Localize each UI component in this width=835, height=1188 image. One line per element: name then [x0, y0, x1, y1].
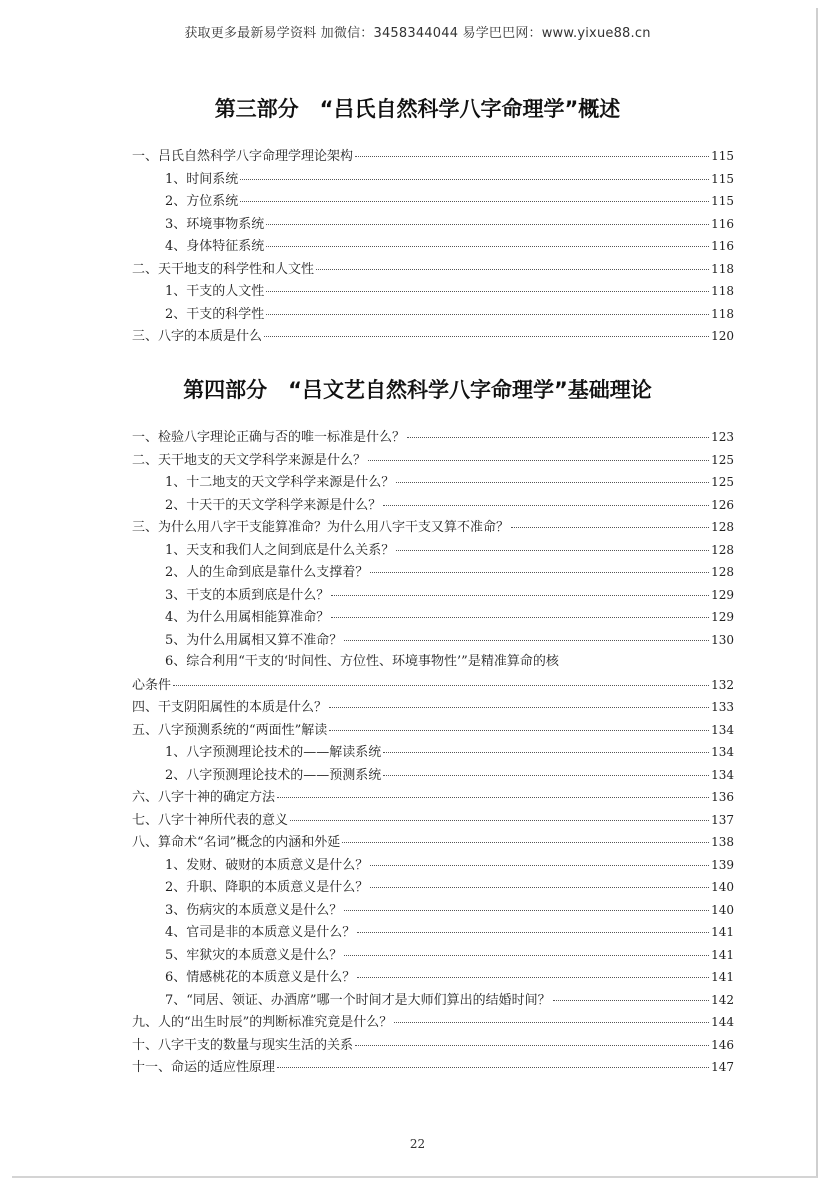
toc-entry-page: 132: [711, 677, 734, 692]
toc-entry-label: 九、人的“出生时辰”的判断标准究竟是什么？: [132, 1015, 393, 1030]
toc-leader-dots: [357, 977, 709, 978]
toc-entry-page: 118: [711, 261, 734, 276]
toc-entry[interactable]: [132, 471, 734, 494]
toc-entry[interactable]: [132, 741, 734, 764]
toc-entry-label: 心条件: [132, 677, 172, 693]
toc-entry-page: 141: [711, 925, 734, 939]
toc-entry-page: 140: [711, 880, 734, 894]
toc-entry[interactable]: [132, 944, 734, 967]
toc-entry-page: 136: [711, 790, 734, 804]
toc-entry-page: 134: [711, 722, 734, 737]
toc-entry-page: 146: [711, 1037, 734, 1052]
toc-entry[interactable]: [132, 426, 734, 449]
toc-entry-label: 7、“同居、领证、办酒席”哪一个时间才是大师们算出的结婚时间？: [165, 992, 551, 1008]
toc-entry[interactable]: [132, 449, 734, 472]
toc-leader-dots: [383, 752, 709, 753]
toc-entry-page: 142: [711, 992, 734, 1007]
toc-entry-label: 4、身体特征系统: [165, 239, 265, 254]
toc-entry-label: 1、十二地支的天文学科学来源是什么？: [165, 475, 395, 490]
toc-entry[interactable]: [132, 168, 734, 191]
header-watermark: 获取更多最新易学资料 加微信：3458344044 易学巴巴网：www.yixue88.cn: [184, 26, 651, 41]
toc-entry-label: 2、八字预测理论技术的——预测系统: [165, 767, 382, 783]
part3-toc: [132, 145, 734, 348]
toc-entry-label: 六、八字十神的确定方法: [132, 790, 276, 805]
toc-entry[interactable]: [132, 809, 734, 832]
toc-leader-dots: [396, 550, 709, 551]
toc-entry-label: 二、天干地支的天文学科学来源是什么？: [132, 452, 367, 468]
toc-entry-page: 147: [711, 1060, 734, 1074]
toc-entry-label: 十一、命运的适应性原理: [132, 1060, 276, 1075]
toc-entry-page: 125: [711, 452, 734, 467]
toc-entry[interactable]: [132, 989, 734, 1012]
toc-entry[interactable]: [132, 764, 734, 787]
toc-entry[interactable]: [132, 145, 734, 168]
toc-entry-label: 四、干支阴阳属性的本质是什么？: [132, 700, 328, 715]
toc-entry-label: 2、干支的科学性: [165, 306, 265, 322]
toc-entry-page: 115: [711, 149, 734, 163]
toc-entry[interactable]: [132, 561, 734, 584]
toc-entry[interactable]: [132, 1034, 734, 1057]
toc-leader-dots: [370, 887, 709, 888]
page-number: 22: [409, 1137, 426, 1151]
toc-entry[interactable]: [132, 1011, 734, 1034]
toc-entry-page: 126: [711, 497, 734, 512]
toc-leader-dots: [368, 460, 709, 461]
toc-leader-dots: [290, 820, 709, 821]
toc-entry-page: 128: [711, 520, 734, 534]
toc-entry-label: 4、官司是非的本质意义是什么？: [165, 925, 356, 940]
toc-leader-dots: [329, 707, 709, 708]
toc-entry-label: 二、天干地支的科学性和人文性: [132, 261, 315, 277]
toc-leader-dots: [344, 640, 709, 641]
toc-entry-label: 3、伤病灾的本质意义是什么？: [165, 902, 343, 918]
toc-leader-dots: [370, 572, 709, 573]
part4-title: 第四部分 “吕文艺自然科学八字命理学”基础理论: [183, 378, 652, 402]
toc-leader-dots: [329, 730, 709, 731]
toc-leader-dots: [342, 842, 709, 843]
toc-entry-page: 130: [711, 632, 734, 647]
toc-entry-page: 134: [711, 745, 734, 759]
toc-entry-label: 五、八字预测系统的“两面性”解读: [132, 722, 328, 738]
toc-entry-page: 118: [711, 306, 734, 321]
toc-leader-dots: [173, 685, 709, 686]
toc-entry-page: 115: [711, 171, 734, 186]
toc-entry[interactable]: [132, 921, 734, 944]
toc-leader-dots: [240, 179, 709, 180]
toc-entry-label: 2、方位系统: [165, 194, 239, 209]
toc-entry-page: 133: [711, 700, 734, 714]
toc-leader-dots: [383, 775, 709, 776]
toc-entry[interactable]: [132, 899, 734, 922]
toc-entry-page: 120: [711, 329, 734, 343]
toc-entry[interactable]: [132, 539, 734, 562]
toc-entry-page: 134: [711, 767, 734, 782]
toc-entry[interactable]: [132, 190, 734, 213]
toc-entry-page: 140: [711, 902, 734, 917]
toc-entry-page: 129: [711, 587, 734, 602]
toc-leader-dots: [277, 797, 709, 798]
toc-leader-dots: [407, 437, 709, 438]
toc-leader-dots: [511, 527, 709, 528]
toc-entry[interactable]: [132, 876, 734, 899]
toc-entry[interactable]: [132, 786, 734, 809]
toc-leader-dots: [394, 1022, 709, 1023]
toc-leader-dots: [344, 955, 709, 956]
toc-entry[interactable]: [132, 831, 734, 854]
toc-entry-page: 128: [711, 565, 734, 579]
part4-toc: [132, 426, 734, 1079]
toc-entry-page: 129: [711, 610, 734, 624]
toc-leader-dots: [355, 1045, 709, 1046]
toc-entry-page: 137: [711, 812, 734, 827]
toc-entry-page: 139: [711, 857, 734, 872]
toc-leader-dots: [316, 269, 709, 270]
toc-leader-dots: [266, 224, 709, 225]
toc-leader-dots: [357, 932, 709, 933]
toc-leader-dots: [240, 201, 709, 202]
toc-entry-label: 3、干支的本质到底是什么？: [165, 587, 330, 603]
toc-leader-dots: [396, 482, 709, 483]
toc-entry-page: 141: [711, 947, 734, 962]
toc-entry-label: 一、吕氏自然科学八字命理学理论架构: [132, 149, 354, 164]
toc-entry-label: 1、发财、破财的本质意义是什么？: [165, 857, 369, 873]
toc-leader-dots: [344, 910, 709, 911]
toc-entry[interactable]: [132, 213, 734, 236]
toc-entry[interactable]: [132, 696, 734, 719]
toc-entry[interactable]: [132, 674, 734, 697]
toc-entry-label: 七、八字十神所代表的意义: [132, 812, 289, 828]
toc-leader-dots: [370, 865, 709, 866]
toc-entry-label: 2、升职、降职的本质意义是什么？: [165, 880, 369, 895]
toc-entry-page: 144: [711, 1015, 734, 1029]
toc-entry-page: 116: [711, 216, 734, 231]
toc-leader-dots: [264, 336, 709, 337]
toc-entry[interactable]: [132, 1056, 734, 1079]
toc-entry-label: 6、情感桃花的本质意义是什么？: [165, 970, 356, 985]
toc-entry-page: 123: [711, 430, 734, 444]
toc-leader-dots: [277, 1067, 709, 1068]
toc-entry-label: 1、天支和我们人之间到底是什么关系？: [165, 542, 395, 558]
toc-leader-dots: [331, 617, 709, 618]
toc-entry-label: 5、牢狱灾的本质意义是什么？: [165, 947, 343, 963]
toc-leader-dots: [266, 291, 709, 292]
toc-entry-page: 116: [711, 239, 734, 253]
toc-entry-page: 118: [711, 284, 734, 298]
toc-entry-label: 一、检验八字理论正确与否的唯一标准是什么？: [132, 430, 406, 445]
toc-leader-dots: [266, 314, 709, 315]
toc-entry-page: 125: [711, 475, 734, 489]
toc-entry[interactable]: [132, 629, 734, 652]
part3-title: 第三部分 “吕氏自然科学八字命理学”概述: [214, 97, 621, 121]
toc-entry[interactable]: [132, 719, 734, 742]
toc-entry[interactable]: [132, 280, 734, 303]
toc-entry-label: 4、为什么用属相能算准命？: [165, 610, 330, 625]
toc-entry-label: 2、十天干的天文学科学来源是什么？: [165, 497, 382, 513]
toc-entry[interactable]: [132, 606, 734, 629]
toc-entry[interactable]: [132, 325, 734, 348]
toc-entry[interactable]: [132, 494, 734, 517]
toc-entry-label: 6、综合利用“干支的‘时间性、方位性、环境事物性’”是精准算命的核: [165, 654, 559, 669]
toc-leader-dots: [553, 1000, 710, 1001]
toc-entry[interactable]: [132, 584, 734, 607]
toc-entry-label: 十、八字干支的数量与现实生活的关系: [132, 1037, 354, 1053]
toc-entry-label: 1、时间系统: [165, 171, 239, 187]
toc-entry-page: 141: [711, 970, 734, 984]
toc-entry-label: 1、八字预测理论技术的——解读系统: [165, 745, 382, 760]
toc-entry-page: 138: [711, 835, 734, 849]
toc-entry[interactable]: [132, 235, 734, 258]
toc-entry[interactable]: [132, 651, 734, 674]
toc-entry-label: 2、人的生命到底是靠什么支撑着？: [165, 565, 369, 580]
toc-entry[interactable]: [132, 966, 734, 989]
toc-leader-dots: [355, 156, 709, 157]
toc-leader-dots: [383, 505, 709, 506]
toc-entry-page: 128: [711, 542, 734, 557]
toc-entry[interactable]: [132, 303, 734, 326]
toc-entry-label: 1、干支的人文性: [165, 284, 265, 299]
toc-entry-page: 115: [711, 194, 734, 208]
toc-entry-label: 3、环境事物系统: [165, 216, 265, 232]
toc-entry-label: 三、八字的本质是什么: [132, 329, 263, 344]
toc-entry[interactable]: [132, 258, 734, 281]
toc-entry-label: 三、为什么用八字干支能算准命？为什么用八字干支又算不准命？: [132, 520, 510, 535]
toc-leader-dots: [331, 595, 709, 596]
toc-entry[interactable]: [132, 516, 734, 539]
toc-leader-dots: [266, 246, 709, 247]
toc-entry-label: 5、为什么用属相又算不准命？: [165, 632, 343, 648]
toc-entry-label: 八、算命术“名词”概念的内涵和外延: [132, 835, 341, 850]
toc-entry[interactable]: [132, 854, 734, 877]
